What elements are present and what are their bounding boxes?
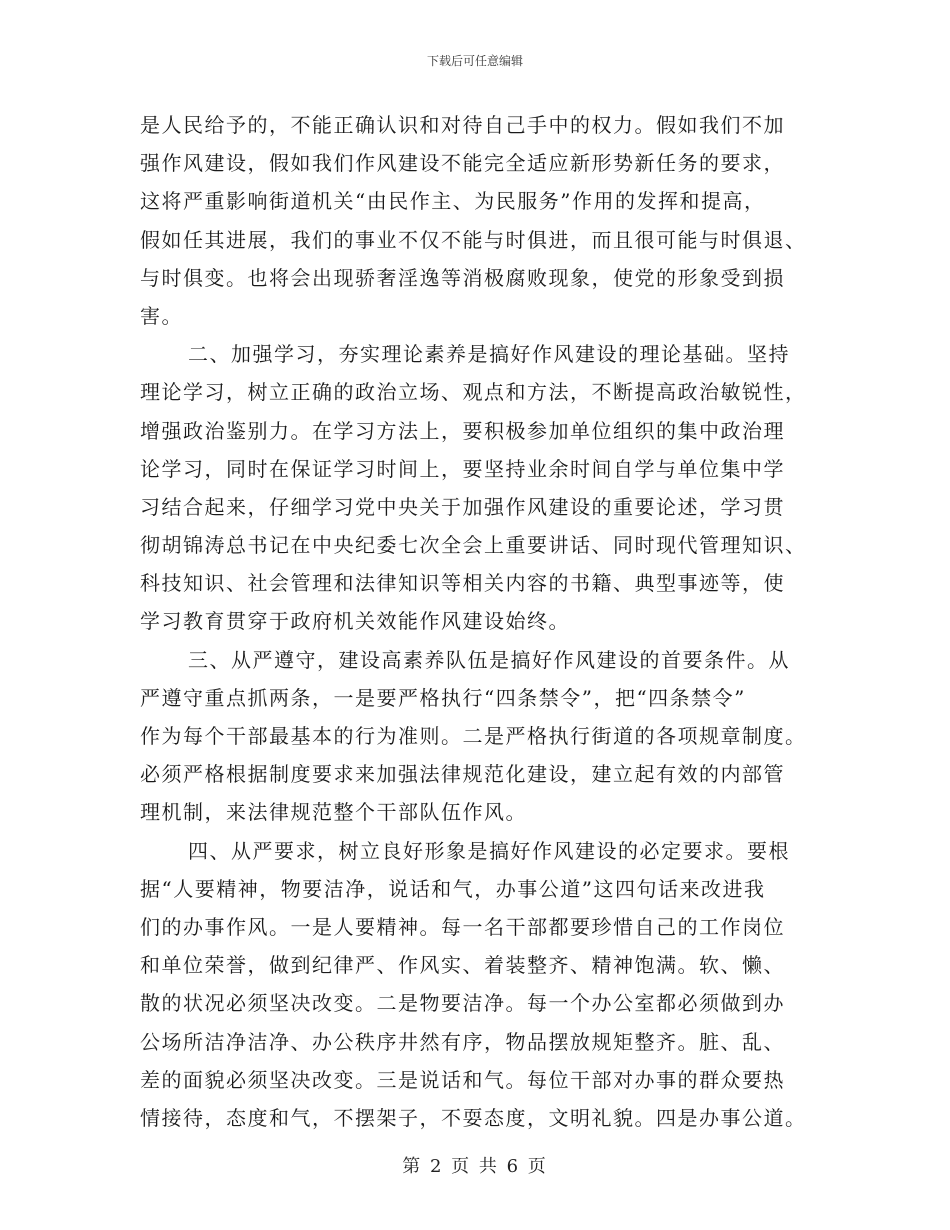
text-line: 学习教育贯穿于政府机关效能作风建设始终。 [140,609,570,634]
text-line: 二、加强学习，夯实理论素养是搞好作风建设的理论基础。坚持 [188,342,790,367]
text-line: 增强政治鉴别力。在学习方法上，要积极参加单位组织的集中政治理 [140,418,785,443]
text-line: 理论学习，树立正确的政治立场、观点和方法，不断提高政治敏锐性， [140,380,807,405]
text-line: 假如任其进展，我们的事业不仅不能与时俱进，而且很可能与时俱退、 [140,227,807,252]
text-line: 作为每个干部最基本的行为准则。二是严格执行街道的各项规章制度。 [140,724,807,748]
text-line: 差的面貌必须坚决改变。三是说话和气。每位干部对办事的群众要热 [140,1067,785,1092]
text-line: 习结合起来，仔细学习党中央关于加强作风建设的重要论述，学习贯 [140,494,785,519]
text-line: 公场所洁净洁净、办公秩序井然有序，物品摆放规矩整齐。脏、乱、 [140,1029,785,1054]
text-line: 与时俱变。也将会出现骄奢淫逸等消极腐败现象，使党的形象受到损 [140,265,785,290]
text-line: 情接待，态度和气，不摆架子，不耍态度，文明礼貌。四是办事公道。 [140,1105,807,1130]
text-line: 理机制，来法律规范整个干部队伍作风。 [140,800,527,825]
text-line: 害。 [140,303,183,328]
page-header: 下载后可任意编辑 [426,54,523,68]
text-line: 是人民给予的，不能正确认识和对待自己手中的权力。假如我们不加 [140,113,785,137]
text-line: 这将严重影响街道机关“由民作主、为民服务”作用的发挥和提高， [140,189,766,214]
text-line: 严遵守重点抓两条，一是要严格执行“四条禁令”，把“四条禁令” [140,685,746,710]
text-line: 散的状况必须坚决改变。二是物要洁净。每一个办公室都必须做到办 [140,991,785,1016]
text-line: 彻胡锦涛总书记在中央纪委七次全会上重要讲话、同时现代管理知识、 [140,533,807,558]
text-line: 和单位荣誉，做到纪律严、作风实、着装整齐、精神饱满。软、懒、 [140,953,785,978]
document-body [140,106,810,1137]
text-line: 科技知识、社会管理和法律知识等相关内容的书籍、典型事迹等，使 [140,571,785,596]
page-footer: 第 2 页 共 6 页 [402,1156,548,1177]
text-line: 据“人要精神，物要洁净，说话和气，办事公道”这四句话来改进我 [140,876,766,901]
text-line: 三、从严遵守，建设高素养队伍是搞好作风建设的首要条件。从 [188,647,790,672]
text-line: 必须严格根据制度要求来加强法律规范化建设，建立起有效的内部管 [140,762,785,787]
text-line: 论学习，同时在保证学习时间上，要坚持业余时间自学与单位集中学 [140,456,785,481]
text-line: 强作风建设，假如我们作风建设不能完全适应新形势新任务的要求， [140,151,785,176]
text-line: 四、从严要求，树立良好形象是搞好作风建设的必定要求。要根 [188,838,790,863]
text-line: 们的办事作风。一是人要精神。每一名干部都要珍惜自己的工作岗位 [140,914,785,939]
